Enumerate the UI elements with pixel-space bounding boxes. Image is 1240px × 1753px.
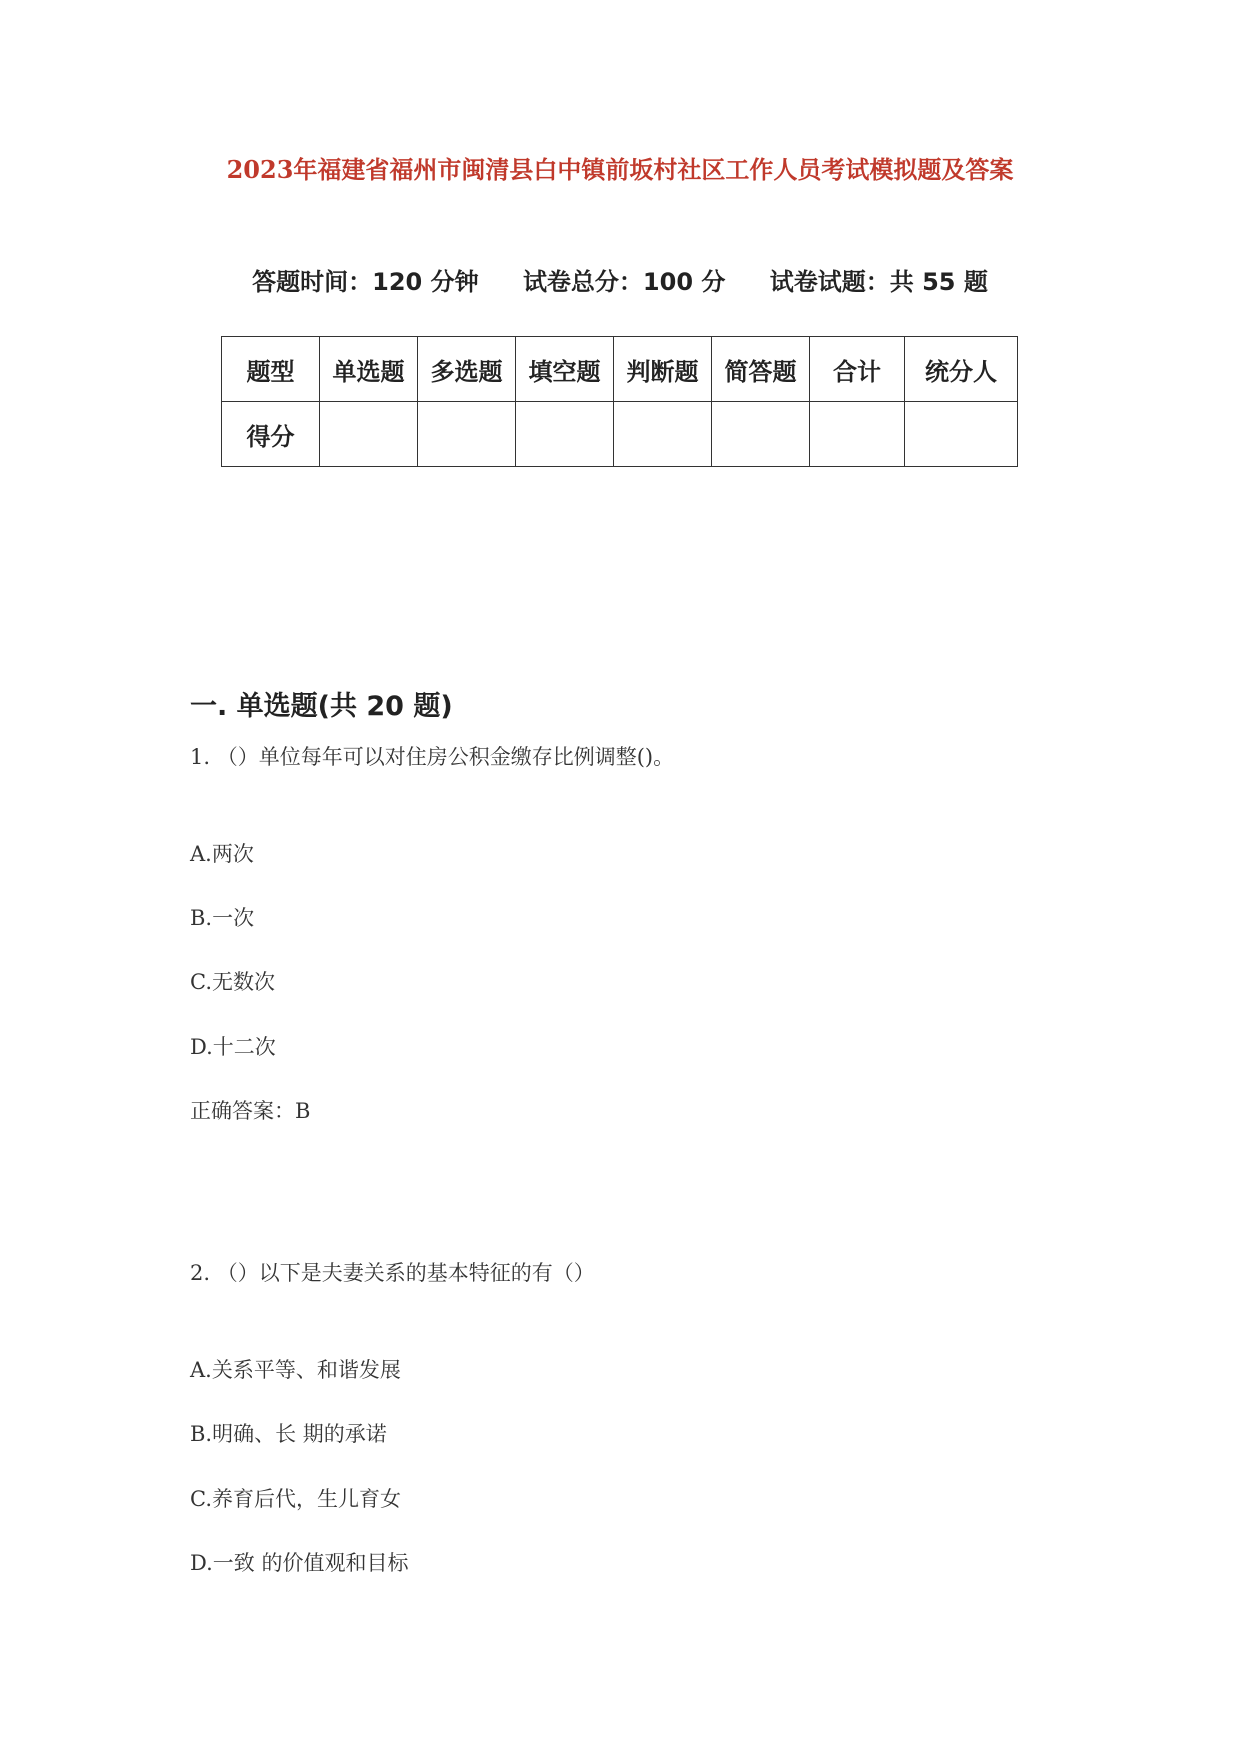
score-table-header: 多选题: [418, 337, 516, 402]
score-cell: [712, 402, 810, 467]
exam-meta: [0, 262, 1240, 297]
question-option: B.一次: [190, 906, 255, 930]
score-table-header: 简答题: [712, 337, 810, 402]
score-table-header: 填空题: [516, 337, 614, 402]
score-table: [221, 336, 1018, 467]
document-title: 2023年福建省福州市闽清县白中镇前坂村社区工作人员考试模拟题及答案: [226, 155, 1014, 184]
question-option: B.明确、长 期的承诺: [190, 1422, 387, 1446]
question-stem: 1. （）单位每年可以对住房公积金缴存比例调整()。: [190, 745, 675, 769]
section-title: 一. 单选题(共 20 题): [190, 691, 453, 722]
score-cell: [418, 402, 516, 467]
score-cell: [905, 402, 1018, 467]
exam-time: 答题时间：120 分钟: [252, 268, 479, 296]
question-option: C.无数次: [190, 970, 275, 994]
score-cell: [320, 402, 418, 467]
score-table-score-row: [222, 402, 1018, 467]
score-table-header: 单选题: [320, 337, 418, 402]
score-table-header: 统分人: [905, 337, 1018, 402]
score-row-label: 得分: [222, 402, 320, 467]
score-table-header: 合计: [810, 337, 905, 402]
score-cell: [516, 402, 614, 467]
question-option: A.两次: [190, 842, 254, 866]
question-option: D.一致 的价值观和目标: [190, 1551, 409, 1575]
exam-question-count: 试卷试题：共 55 题: [769, 268, 988, 296]
score-table-header-row: [222, 337, 1018, 402]
correct-answer: 正确答案：B: [190, 1099, 311, 1123]
score-cell: [810, 402, 905, 467]
score-table-header: 判断题: [614, 337, 712, 402]
score-table-header: 题型: [222, 337, 320, 402]
question-stem: 2. （）以下是夫妻关系的基本特征的有（）: [190, 1261, 595, 1285]
score-cell: [614, 402, 712, 467]
question-option: A.关系平等、和谐发展: [190, 1358, 401, 1382]
exam-total-score: 试卷总分：100 分: [522, 268, 726, 296]
question-option: D.十二次: [190, 1035, 276, 1059]
question-option: C.养育后代，生儿育女: [190, 1487, 401, 1511]
